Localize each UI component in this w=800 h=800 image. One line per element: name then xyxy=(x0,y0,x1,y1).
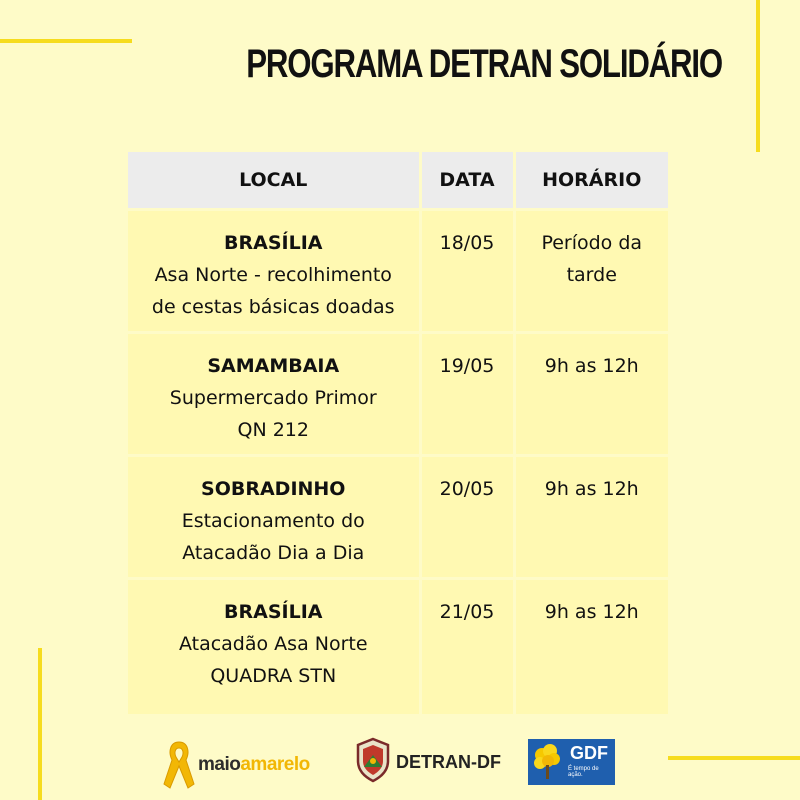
city-name: SAMAMBAIA xyxy=(207,355,340,377)
header-horario: HORÁRIO xyxy=(514,152,668,210)
cell-time: 9h as 12h xyxy=(514,579,668,715)
cell-local xyxy=(128,579,420,715)
cell-local xyxy=(128,456,420,579)
gdf-slogan: É tempo de ação. xyxy=(568,766,599,778)
decor-line-top-right xyxy=(756,0,760,152)
schedule-table xyxy=(128,152,668,714)
decor-line-bottom-right xyxy=(668,756,800,760)
cell-date: 20/05 xyxy=(420,456,514,579)
table-row xyxy=(128,333,668,456)
cell-local xyxy=(128,210,420,333)
city-name: BRASÍLIA xyxy=(224,601,323,623)
cell-time: 9h as 12h xyxy=(514,456,668,579)
maio-amarelo-logo xyxy=(162,738,327,790)
address-line: QN 212 xyxy=(237,419,309,441)
address-line: Asa Norte - recolhimento xyxy=(154,264,392,286)
cell-date: 18/05 xyxy=(420,210,514,333)
address-line: Estacionamento do xyxy=(181,510,365,532)
maio-amarelo-wordmark: maioamarelo xyxy=(198,754,310,775)
detran-shield-icon xyxy=(354,737,392,783)
cell-date: 21/05 xyxy=(420,579,514,715)
table-row xyxy=(128,210,668,333)
table-row xyxy=(128,456,668,579)
detran-df-logo xyxy=(354,737,514,785)
cell-time: Período da tarde xyxy=(514,210,668,333)
city-name: SOBRADINHO xyxy=(201,478,346,500)
address-line: Atacadão Asa Norte xyxy=(178,633,368,655)
page-title: PROGRAMA DETRAN SOLIDÁRIO xyxy=(246,42,723,86)
header-local: LOCAL xyxy=(128,152,420,210)
city-name: BRASÍLIA xyxy=(224,232,323,254)
address-line: Atacadão Dia a Dia xyxy=(182,542,365,564)
gdf-ipe-tree-icon xyxy=(528,739,568,785)
address-line: de cestas básicas doadas xyxy=(151,296,395,318)
header-data: DATA xyxy=(420,152,514,210)
cell-date: 19/05 xyxy=(420,333,514,456)
yellow-ribbon-icon xyxy=(162,738,196,790)
gdf-wordmark: GDF xyxy=(570,743,608,763)
address-line: Supermercado Primor xyxy=(169,387,377,409)
decor-line-bottom-left xyxy=(38,648,42,800)
decor-line-top-left xyxy=(0,39,132,43)
address-line: QUADRA STN xyxy=(210,665,337,687)
table-header-row xyxy=(128,152,668,210)
cell-time: 9h as 12h xyxy=(514,333,668,456)
table-row xyxy=(128,579,668,715)
gdf-logo xyxy=(528,739,615,785)
detran-wordmark: DETRAN-DF xyxy=(396,752,501,772)
cell-local xyxy=(128,333,420,456)
